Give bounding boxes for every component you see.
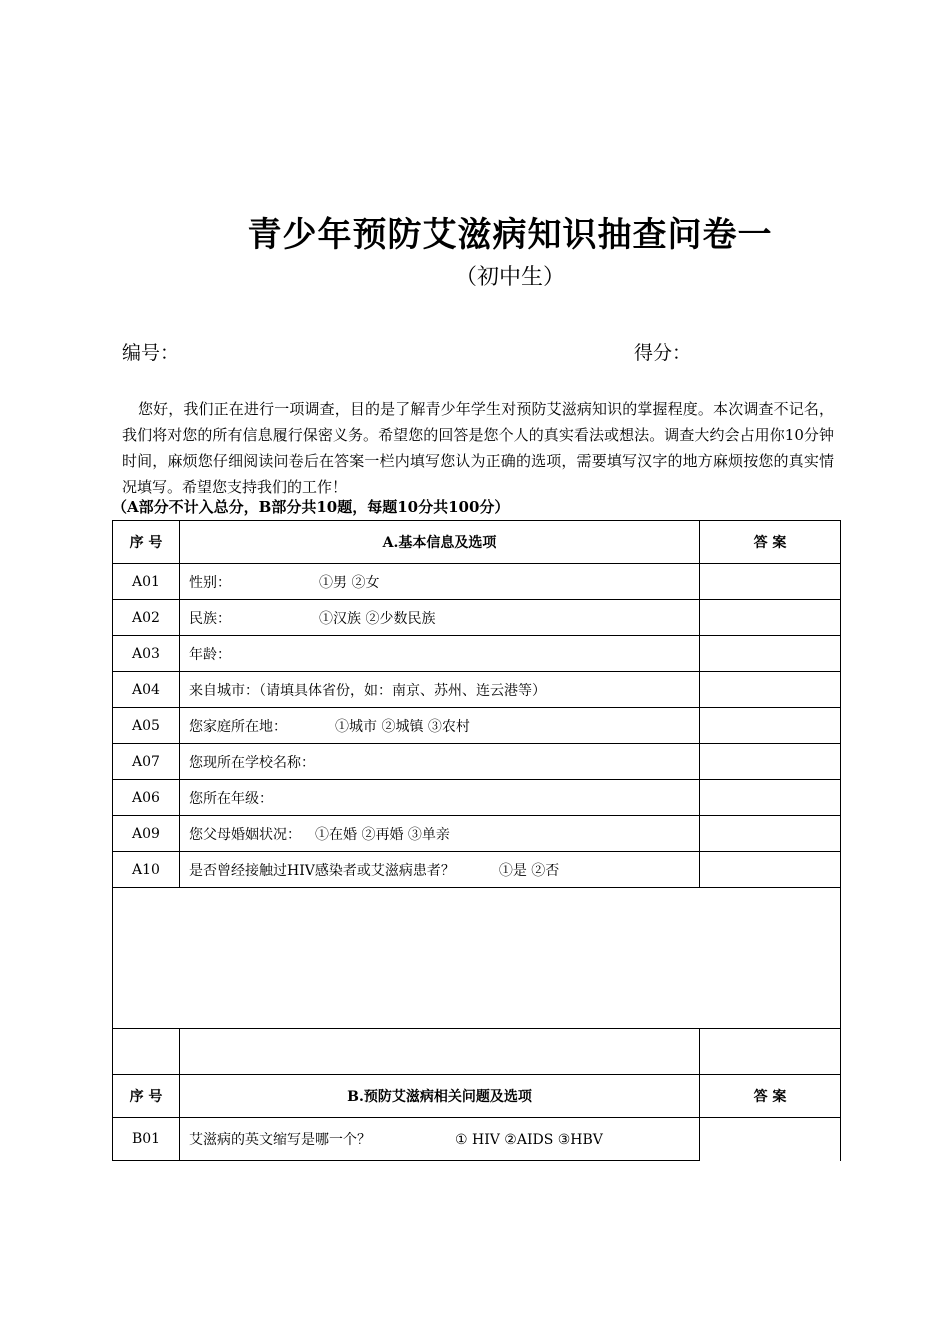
blank-section: [113, 888, 841, 1029]
row-question: [180, 708, 700, 744]
header-question: B.预防艾滋病相关问题及选项: [180, 1075, 700, 1118]
question-text: 您现所在学校名称：: [189, 754, 315, 771]
table-row: [113, 816, 841, 852]
question-text: 您父母婚姻状况：: [189, 826, 301, 843]
answer-cell[interactable]: [700, 816, 841, 852]
empty-row: [113, 1029, 841, 1075]
answer-cell[interactable]: [700, 636, 841, 672]
question-options: ① HIV ②AIDS ③HBV: [455, 1132, 603, 1148]
question-options: ①是 ②否: [498, 862, 560, 879]
table-row: [113, 1118, 841, 1161]
header-number: 序 号: [113, 1075, 180, 1118]
table-row: [113, 852, 841, 888]
row-number: A05: [113, 708, 180, 744]
row-question: [180, 816, 700, 852]
question-text: 来自城市：（请填具体省份，如：南京、苏州、连云港等）: [189, 682, 546, 699]
table-row: [113, 636, 841, 672]
score-label: 得分：: [634, 342, 692, 364]
answer-cell[interactable]: [700, 708, 841, 744]
empty-answer-cell: [700, 1029, 841, 1075]
row-question: [180, 672, 700, 708]
table-row: [113, 780, 841, 816]
question-text: 您所在年级：: [189, 790, 273, 807]
question-text: 性别：: [189, 574, 231, 591]
answer-cell[interactable]: [700, 780, 841, 816]
row-number: A01: [113, 564, 180, 600]
intro-paragraph: 您好，我们正在进行一项调查，目的是了解青少年学生对预防艾滋病知识的掌握程度。本次调查不记名，我们将对您的所有信息履行保密义务。希望您的回答是您个人的真实看法或想法。调查大约会占用你10分钟时间，麻烦您仔细阅读问卷后在答案一栏内填写您认为正确的选项，需要填写汉字的地方麻烦按您的真实情况填写。希望您支持我们的工作！: [122, 400, 834, 496]
row-number: A02: [113, 600, 180, 636]
header-answer: 答 案: [700, 1075, 841, 1118]
row-number: A10: [113, 852, 180, 888]
question-text: 是否曾经接触过HIV感染者或艾滋病患者？: [189, 862, 455, 879]
row-question: [180, 852, 700, 888]
row-number: A09: [113, 816, 180, 852]
number-label: 编号：: [122, 342, 180, 364]
scoring-note: （A部分不计入总分，B部分共10题，每题10分共100分）: [112, 498, 510, 516]
header-answer: 答 案: [700, 521, 841, 564]
table-row: [113, 744, 841, 780]
question-options: ①男 ②女: [319, 574, 380, 591]
table-a-header: [113, 521, 841, 564]
row-question: [180, 636, 700, 672]
answer-cell[interactable]: [700, 1118, 841, 1161]
empty-question-cell: [180, 1029, 700, 1075]
question-text: 艾滋病的英文缩写是哪一个？: [189, 1132, 371, 1148]
page-subtitle: （初中生）: [454, 265, 565, 290]
answer-cell[interactable]: [700, 672, 841, 708]
row-number: A06: [113, 780, 180, 816]
row-question: [180, 780, 700, 816]
table-row: [113, 600, 841, 636]
answer-cell[interactable]: [700, 600, 841, 636]
page-title: 青少年预防艾滋病知识抽查问卷一: [247, 215, 773, 255]
questionnaire-table: [112, 520, 841, 1161]
answer-cell[interactable]: [700, 852, 841, 888]
row-number: A07: [113, 744, 180, 780]
header-question: A.基本信息及选项: [180, 521, 700, 564]
row-number: A03: [113, 636, 180, 672]
row-number: A04: [113, 672, 180, 708]
row-question: [180, 1118, 700, 1161]
question-options: ①城市 ②城镇 ③农村: [335, 718, 470, 735]
question-text: 您家庭所在地：: [189, 718, 287, 735]
answer-cell[interactable]: [700, 564, 841, 600]
empty-number-cell: [113, 1029, 180, 1075]
row-question: [180, 744, 700, 780]
table-row: [113, 564, 841, 600]
question-options: ①在婚 ②再婚 ③单亲: [315, 826, 450, 843]
table-row: [113, 708, 841, 744]
row-question: [180, 600, 700, 636]
question-options: ①汉族 ②少数民族: [319, 610, 436, 627]
header-number: 序 号: [113, 521, 180, 564]
row-question: [180, 564, 700, 600]
table-b-header: [113, 1075, 841, 1118]
table-row: [113, 672, 841, 708]
blank-cell: [113, 888, 841, 1029]
question-text: 民族：: [189, 610, 231, 627]
question-text: 年龄：: [189, 646, 231, 663]
answer-cell[interactable]: [700, 744, 841, 780]
row-number: B01: [113, 1118, 180, 1161]
